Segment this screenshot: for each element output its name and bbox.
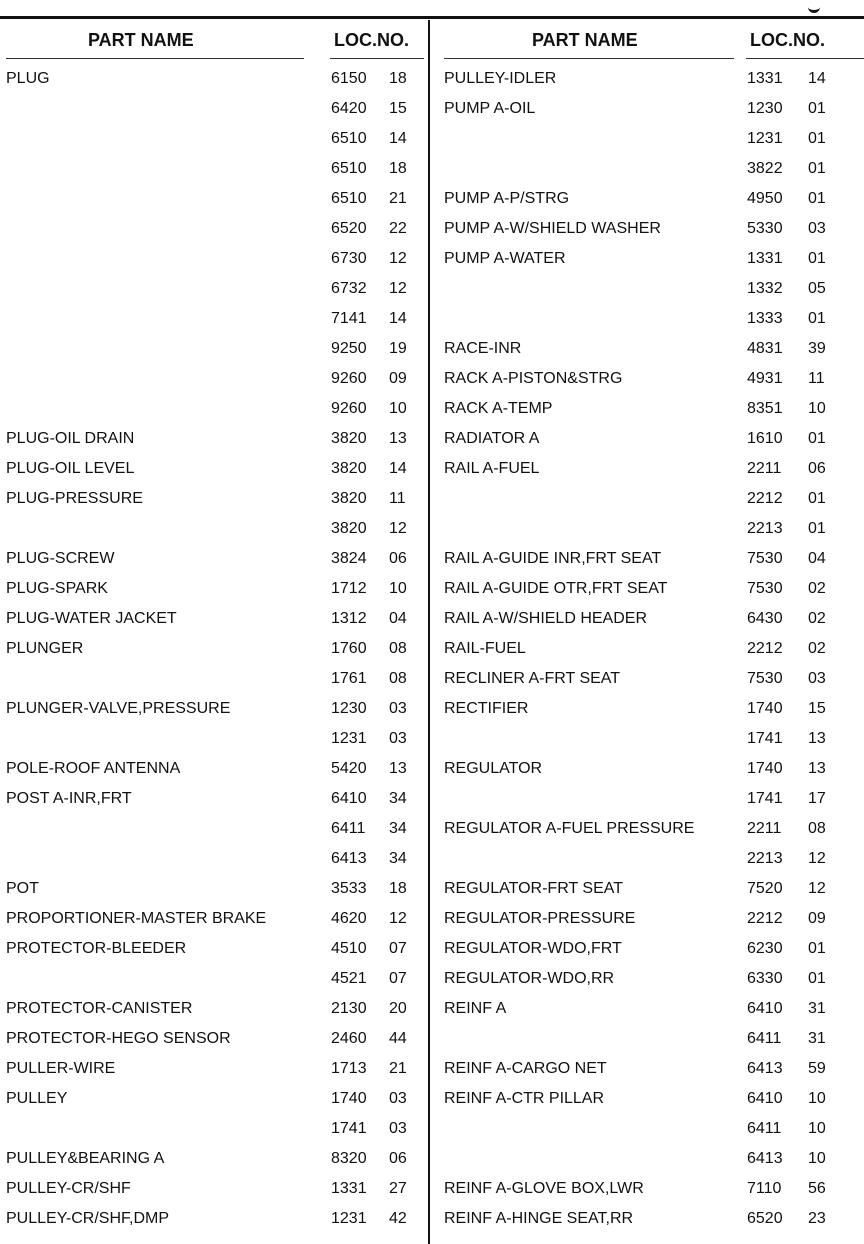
loc-sequence: 10 xyxy=(389,580,407,597)
table-row xyxy=(432,634,864,664)
loc-sequence: 07 xyxy=(389,970,407,987)
loc-number: 2212 xyxy=(747,640,783,657)
table-row xyxy=(432,574,864,604)
table-row xyxy=(432,304,864,334)
loc-number: 1760 xyxy=(331,640,367,657)
table-row xyxy=(432,724,864,754)
loc-sequence: 34 xyxy=(389,790,407,807)
loc-sequence: 56 xyxy=(808,1180,826,1197)
loc-number: 1741 xyxy=(331,1120,367,1137)
loc-sequence: 02 xyxy=(808,610,826,627)
loc-sequence: 03 xyxy=(808,670,826,687)
loc-sequence: 21 xyxy=(389,190,407,207)
loc-number: 6420 xyxy=(331,100,367,117)
loc-number: 6411 xyxy=(331,820,366,837)
part-name: REINF A xyxy=(444,1000,507,1017)
table-row xyxy=(0,484,428,514)
table-row xyxy=(432,424,864,454)
loc-number: 6510 xyxy=(331,190,367,207)
column-divider xyxy=(428,20,430,1244)
part-name: RECLINER A-FRT SEAT xyxy=(444,670,621,687)
loc-sequence: 01 xyxy=(808,520,826,537)
part-name: PULLER-WIRE xyxy=(6,1060,116,1077)
table-row xyxy=(432,364,864,394)
part-name: PLUNGER xyxy=(6,640,84,657)
loc-number: 1230 xyxy=(747,100,783,117)
table-row xyxy=(432,274,864,304)
table-row xyxy=(432,214,864,244)
loc-number: 1331 xyxy=(747,250,783,267)
part-name: PLUG-SCREW xyxy=(6,550,115,567)
table-row xyxy=(0,64,428,94)
part-name: PLUG-WATER JACKET xyxy=(6,610,177,627)
loc-sequence: 01 xyxy=(808,430,826,447)
loc-number: 2213 xyxy=(747,520,783,537)
loc-number: 8351 xyxy=(747,400,783,417)
loc-sequence: 31 xyxy=(808,1000,826,1017)
loc-number: 4931 xyxy=(747,370,783,387)
table-row xyxy=(0,1024,428,1054)
table-row xyxy=(0,544,428,574)
loc-number: 6510 xyxy=(331,130,367,147)
table-row xyxy=(0,664,428,694)
loc-number: 1231 xyxy=(331,730,367,747)
part-name: RACK A-TEMP xyxy=(444,400,553,417)
loc-sequence: 17 xyxy=(808,790,826,807)
part-name: PULLEY xyxy=(6,1090,68,1107)
loc-number: 2211 xyxy=(747,820,782,837)
loc-number: 6413 xyxy=(331,850,367,867)
part-name: PROTECTOR-CANISTER xyxy=(6,1000,193,1017)
loc-number: 7110 xyxy=(747,1180,782,1197)
part-name: RAIL A-FUEL xyxy=(444,460,540,477)
loc-sequence: 21 xyxy=(389,1060,407,1077)
table-row xyxy=(432,994,864,1024)
loc-sequence: 08 xyxy=(808,820,826,837)
loc-number: 4620 xyxy=(331,910,367,927)
loc-number: 1740 xyxy=(747,700,783,717)
part-name: REINF A-HINGE SEAT,RR xyxy=(444,1210,634,1227)
loc-sequence: 05 xyxy=(808,280,826,297)
loc-sequence: 12 xyxy=(389,520,407,537)
part-name: RADIATOR A xyxy=(444,430,540,447)
table-row xyxy=(0,784,428,814)
loc-number: 6150 xyxy=(331,70,367,87)
loc-sequence: 01 xyxy=(808,190,826,207)
loc-number: 2212 xyxy=(747,490,783,507)
loc-number: 4831 xyxy=(747,340,783,357)
table-row xyxy=(432,934,864,964)
part-name: REGULATOR xyxy=(444,760,543,777)
table-row xyxy=(432,814,864,844)
loc-sequence: 01 xyxy=(808,940,826,957)
part-name: RAIL A-GUIDE INR,FRT SEAT xyxy=(444,550,662,567)
loc-sequence: 39 xyxy=(808,340,826,357)
table-row xyxy=(432,1174,864,1204)
table-row xyxy=(432,184,864,214)
loc-number: 6413 xyxy=(747,1150,783,1167)
loc-sequence: 13 xyxy=(389,760,407,777)
loc-sequence: 07 xyxy=(389,940,407,957)
loc-number: 1331 xyxy=(747,70,783,87)
part-name: POST A-INR,FRT xyxy=(6,790,132,807)
table-row xyxy=(0,244,428,274)
table-row xyxy=(0,274,428,304)
table-row xyxy=(432,1204,864,1234)
table-row xyxy=(0,1204,428,1234)
table-row xyxy=(0,1174,428,1204)
part-name: PULLEY-IDLER xyxy=(444,70,557,87)
loc-number: 2460 xyxy=(331,1030,367,1047)
loc-sequence: 02 xyxy=(808,640,826,657)
table-row xyxy=(0,1144,428,1174)
loc-sequence: 10 xyxy=(389,400,407,417)
loc-sequence: 08 xyxy=(389,640,407,657)
table-row xyxy=(432,244,864,274)
loc-sequence: 01 xyxy=(808,100,826,117)
loc-sequence: 03 xyxy=(389,1120,407,1137)
loc-number: 3824 xyxy=(331,550,367,567)
loc-number: 1333 xyxy=(747,310,783,327)
table-row xyxy=(0,574,428,604)
loc-sequence: 03 xyxy=(808,220,826,237)
table-row xyxy=(432,1054,864,1084)
table-row xyxy=(432,904,864,934)
part-name: PROTECTOR-BLEEDER xyxy=(6,940,187,957)
loc-number: 1332 xyxy=(747,280,783,297)
loc-sequence: 59 xyxy=(808,1060,826,1077)
loc-number: 6510 xyxy=(331,160,367,177)
loc-number: 3820 xyxy=(331,490,367,507)
table-row xyxy=(432,874,864,904)
loc-number: 3820 xyxy=(331,430,367,447)
top-edge-mark xyxy=(808,2,820,13)
loc-number: 1231 xyxy=(331,1210,367,1227)
loc-number: 7520 xyxy=(747,880,783,897)
part-name: PLUG-OIL LEVEL xyxy=(6,460,135,477)
table-row xyxy=(0,364,428,394)
table-row xyxy=(0,994,428,1024)
part-name: PUMP A-WATER xyxy=(444,250,566,267)
loc-number: 7530 xyxy=(747,670,783,687)
loc-number: 6430 xyxy=(747,610,783,627)
loc-sequence: 15 xyxy=(808,700,826,717)
table-row xyxy=(432,1144,864,1174)
loc-number: 2211 xyxy=(747,460,782,477)
loc-number: 5330 xyxy=(747,220,783,237)
loc-number: 5420 xyxy=(331,760,367,777)
loc-sequence: 09 xyxy=(808,910,826,927)
loc-sequence: 04 xyxy=(389,610,407,627)
header-part-name: PART NAME xyxy=(88,30,194,50)
loc-sequence: 12 xyxy=(389,280,407,297)
loc-sequence: 14 xyxy=(808,70,826,87)
table-row xyxy=(0,154,428,184)
loc-sequence: 06 xyxy=(389,1150,407,1167)
loc-sequence: 23 xyxy=(808,1210,826,1227)
loc-sequence: 27 xyxy=(389,1180,407,1197)
table-row xyxy=(0,394,428,424)
table-row xyxy=(0,1084,428,1114)
table-row xyxy=(432,1084,864,1114)
loc-sequence: 15 xyxy=(389,100,407,117)
part-name: REGULATOR-FRT SEAT xyxy=(444,880,623,897)
part-name: PLUG-OIL DRAIN xyxy=(6,430,135,447)
loc-number: 8320 xyxy=(331,1150,367,1167)
table-row xyxy=(0,94,428,124)
part-name: RACK A-PISTON&STRG xyxy=(444,370,623,387)
table-row xyxy=(0,874,428,904)
table-row xyxy=(0,604,428,634)
part-name: PUMP A-W/SHIELD WASHER xyxy=(444,220,661,237)
loc-sequence: 13 xyxy=(808,730,826,747)
part-name: REGULATOR-WDO,RR xyxy=(444,970,615,987)
loc-number: 9260 xyxy=(331,400,367,417)
loc-number: 1712 xyxy=(331,580,367,597)
loc-number: 6410 xyxy=(747,1090,783,1107)
table-row xyxy=(0,334,428,364)
part-name: RAIL A-GUIDE OTR,FRT SEAT xyxy=(444,580,668,597)
header-loc-no: LOC.NO. xyxy=(750,30,825,50)
loc-number: 1312 xyxy=(331,610,367,627)
loc-sequence: 01 xyxy=(808,250,826,267)
table-row xyxy=(432,694,864,724)
part-name: REGULATOR-PRESSURE xyxy=(444,910,636,927)
loc-number: 1740 xyxy=(747,760,783,777)
loc-sequence: 12 xyxy=(808,880,826,897)
loc-sequence: 10 xyxy=(808,1090,826,1107)
part-name: PULLEY-CR/SHF,DMP xyxy=(6,1210,170,1227)
loc-number: 1741 xyxy=(747,790,783,807)
loc-number: 3820 xyxy=(331,460,367,477)
loc-sequence: 19 xyxy=(389,340,407,357)
loc-sequence: 34 xyxy=(389,850,407,867)
loc-sequence: 13 xyxy=(389,430,407,447)
table-row xyxy=(432,1114,864,1144)
part-name: REINF A-CARGO NET xyxy=(444,1060,607,1077)
part-name: REINF A-CTR PILLAR xyxy=(444,1090,605,1107)
loc-number: 1761 xyxy=(331,670,367,687)
loc-number: 3822 xyxy=(747,160,783,177)
part-name: PROPORTIONER-MASTER BRAKE xyxy=(6,910,267,927)
table-row xyxy=(0,1054,428,1084)
table-row xyxy=(0,754,428,784)
part-name: RAIL A-W/SHIELD HEADER xyxy=(444,610,648,627)
loc-number: 7141 xyxy=(331,310,367,327)
loc-sequence: 04 xyxy=(808,550,826,567)
loc-number: 4510 xyxy=(331,940,367,957)
table-row xyxy=(432,514,864,544)
loc-number: 1713 xyxy=(331,1060,367,1077)
loc-sequence: 01 xyxy=(808,490,826,507)
table-row xyxy=(432,784,864,814)
loc-sequence: 12 xyxy=(808,850,826,867)
part-name: PLUNGER-VALVE,PRESSURE xyxy=(6,700,231,717)
table-row xyxy=(0,814,428,844)
loc-sequence: 14 xyxy=(389,460,407,477)
loc-number: 1610 xyxy=(747,430,783,447)
loc-sequence: 10 xyxy=(808,400,826,417)
loc-sequence: 06 xyxy=(389,550,407,567)
loc-sequence: 22 xyxy=(389,220,407,237)
part-name: PULLEY-CR/SHF xyxy=(6,1180,131,1197)
table-row xyxy=(0,304,428,334)
loc-sequence: 08 xyxy=(389,670,407,687)
table-row xyxy=(0,184,428,214)
loc-number: 2130 xyxy=(331,1000,367,1017)
table-row xyxy=(0,724,428,754)
table-row xyxy=(432,544,864,574)
loc-sequence: 06 xyxy=(808,460,826,477)
part-name: PLUG-SPARK xyxy=(6,580,108,597)
loc-number: 6410 xyxy=(747,1000,783,1017)
table-row xyxy=(0,1114,428,1144)
part-name: RECTIFIER xyxy=(444,700,529,717)
loc-number: 6520 xyxy=(331,220,367,237)
part-name: POT xyxy=(6,880,39,897)
loc-number: 1331 xyxy=(331,1180,367,1197)
loc-number: 4521 xyxy=(331,970,367,987)
table-row xyxy=(0,934,428,964)
loc-sequence: 01 xyxy=(808,970,826,987)
loc-sequence: 14 xyxy=(389,130,407,147)
loc-number: 9250 xyxy=(331,340,367,357)
part-name: PULLEY&BEARING A xyxy=(6,1150,165,1167)
table-row xyxy=(0,844,428,874)
loc-number: 6411 xyxy=(747,1030,782,1047)
top-rule xyxy=(0,16,864,19)
loc-sequence: 10 xyxy=(808,1150,826,1167)
header-part-name: PART NAME xyxy=(532,30,638,50)
part-name: POLE-ROOF ANTENNA xyxy=(6,760,181,777)
loc-number: 7530 xyxy=(747,580,783,597)
part-name: PROTECTOR-HEGO SENSOR xyxy=(6,1030,231,1047)
loc-sequence: 18 xyxy=(389,70,407,87)
loc-sequence: 10 xyxy=(808,1120,826,1137)
table-row xyxy=(0,454,428,484)
table-row xyxy=(432,664,864,694)
loc-number: 9260 xyxy=(331,370,367,387)
loc-sequence: 20 xyxy=(389,1000,407,1017)
part-name: REGULATOR A-FUEL PRESSURE xyxy=(444,820,695,837)
table-row xyxy=(432,64,864,94)
loc-sequence: 12 xyxy=(389,250,407,267)
table-row xyxy=(432,454,864,484)
loc-number: 1230 xyxy=(331,700,367,717)
loc-number: 6730 xyxy=(331,250,367,267)
loc-number: 6330 xyxy=(747,970,783,987)
part-name: REGULATOR-WDO,FRT xyxy=(444,940,622,957)
loc-number: 6411 xyxy=(747,1120,782,1137)
header-loc-no: LOC.NO. xyxy=(334,30,409,50)
table-row xyxy=(432,1024,864,1054)
header-rule-part-name xyxy=(444,58,734,59)
loc-number: 2212 xyxy=(747,910,783,927)
table-row xyxy=(432,484,864,514)
table-row xyxy=(432,604,864,634)
part-name: PUMP A-P/STRG xyxy=(444,190,570,207)
loc-sequence: 44 xyxy=(389,1030,407,1047)
loc-number: 3533 xyxy=(331,880,367,897)
table-row xyxy=(432,754,864,784)
loc-number: 1741 xyxy=(747,730,783,747)
part-name: PLUG-PRESSURE xyxy=(6,490,143,507)
table-row xyxy=(0,634,428,664)
loc-number: 6732 xyxy=(331,280,367,297)
loc-sequence: 01 xyxy=(808,130,826,147)
table-row xyxy=(432,844,864,874)
loc-sequence: 12 xyxy=(389,910,407,927)
table-row xyxy=(0,424,428,454)
loc-sequence: 03 xyxy=(389,700,407,717)
loc-sequence: 18 xyxy=(389,160,407,177)
loc-sequence: 03 xyxy=(389,1090,407,1107)
loc-sequence: 34 xyxy=(389,820,407,837)
loc-sequence: 14 xyxy=(389,310,407,327)
loc-number: 7530 xyxy=(747,550,783,567)
part-name: RAIL-FUEL xyxy=(444,640,526,657)
loc-number: 6520 xyxy=(747,1210,783,1227)
loc-sequence: 11 xyxy=(389,490,406,507)
loc-sequence: 02 xyxy=(808,580,826,597)
loc-sequence: 01 xyxy=(808,160,826,177)
loc-number: 1740 xyxy=(331,1090,367,1107)
loc-number: 3820 xyxy=(331,520,367,537)
table-row xyxy=(0,694,428,724)
loc-number: 4950 xyxy=(747,190,783,207)
part-name: PUMP A-OIL xyxy=(444,100,536,117)
loc-sequence: 11 xyxy=(808,370,825,387)
table-row xyxy=(0,214,428,244)
header-rule-part-name xyxy=(6,58,304,59)
table-row xyxy=(432,124,864,154)
header-rule-loc-no xyxy=(330,58,424,59)
part-name: REINF A-GLOVE BOX,LWR xyxy=(444,1180,644,1197)
table-row xyxy=(0,124,428,154)
table-row xyxy=(0,904,428,934)
part-name: RACE-INR xyxy=(444,340,522,357)
part-name: PLUG xyxy=(6,70,50,87)
table-row xyxy=(432,154,864,184)
loc-number: 1231 xyxy=(747,130,783,147)
table-row xyxy=(432,334,864,364)
loc-number: 6413 xyxy=(747,1060,783,1077)
loc-sequence: 01 xyxy=(808,310,826,327)
table-row xyxy=(0,964,428,994)
loc-sequence: 42 xyxy=(389,1210,407,1227)
loc-sequence: 03 xyxy=(389,730,407,747)
table-row xyxy=(432,394,864,424)
loc-sequence: 18 xyxy=(389,880,407,897)
loc-number: 6410 xyxy=(331,790,367,807)
loc-sequence: 09 xyxy=(389,370,407,387)
loc-number: 6230 xyxy=(747,940,783,957)
header-rule-loc-no xyxy=(746,58,864,59)
loc-sequence: 13 xyxy=(808,760,826,777)
table-row xyxy=(432,964,864,994)
table-row xyxy=(0,514,428,544)
loc-sequence: 31 xyxy=(808,1030,826,1047)
loc-number: 2213 xyxy=(747,850,783,867)
table-row xyxy=(432,94,864,124)
